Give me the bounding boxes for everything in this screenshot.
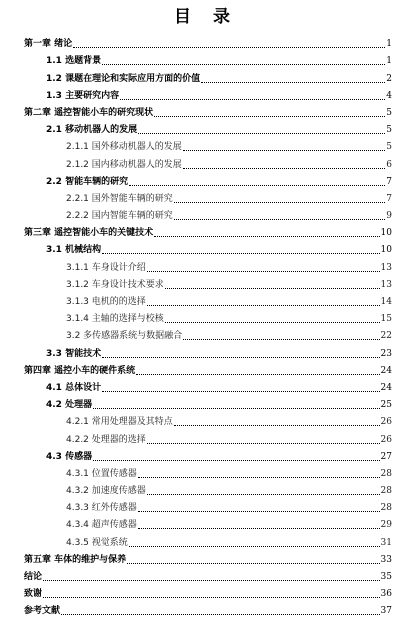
toc-entry[interactable]: [0, 102, 412, 119]
toc-entry[interactable]: [0, 342, 412, 359]
toc-entry-label: 3.1.4 主轴的选择与校核: [66, 314, 164, 325]
toc-entry-page-number: 13: [380, 262, 392, 273]
dot-leader: [61, 614, 380, 615]
toc-entry[interactable]: [0, 239, 412, 256]
toc-entry[interactable]: [0, 514, 412, 531]
toc-entry-label: 致谢: [24, 589, 43, 600]
toc-entry-label: 4.3 传感器: [46, 451, 93, 462]
toc-entry[interactable]: [0, 171, 412, 188]
toc-entry[interactable]: [0, 291, 412, 308]
toc-entry-page-number: 35: [380, 572, 392, 582]
toc-entry-label: 3.1.3 电机的的选择: [66, 297, 146, 307]
toc-entry-label: 4.3.2 加速度传感器: [66, 486, 146, 497]
toc-entry[interactable]: [0, 497, 412, 514]
dot-leader: [138, 477, 380, 478]
toc-entry[interactable]: [0, 600, 412, 617]
dot-leader: [102, 357, 379, 358]
toc-entry-label: 1.1 选题背景: [46, 56, 102, 67]
dot-leader: [154, 236, 379, 237]
dot-leader: [102, 391, 379, 392]
dot-leader: [138, 528, 380, 529]
toc-entry[interactable]: [0, 411, 412, 428]
toc-entry[interactable]: [0, 428, 412, 445]
dot-leader: [174, 202, 386, 203]
toc-entry-label: 3.1.2 车身设计技术要求: [66, 279, 164, 290]
toc-entry-page-number: 5: [386, 142, 392, 153]
toc-entry[interactable]: [0, 119, 412, 136]
toc-entry-page-number: 10: [380, 245, 392, 256]
toc-entry-label: 2.1.2 国内移动机器人的发展: [66, 159, 182, 170]
toc-entry-page-number: 24: [380, 382, 392, 393]
toc-entry[interactable]: [0, 274, 412, 291]
toc-entry[interactable]: [0, 50, 412, 67]
toc-entry-label: 3.1 机械结构: [46, 245, 102, 256]
toc-entry-label: 4.2.2 处理器的选择: [66, 434, 146, 445]
dot-leader: [147, 271, 380, 272]
toc-entry[interactable]: [0, 188, 412, 205]
dot-leader: [93, 408, 379, 409]
dot-leader: [174, 425, 380, 426]
dot-leader: [147, 494, 380, 495]
toc-entry-label: 第三章 遥控智能小车的关键技术: [24, 228, 154, 239]
toc-entry-label: 第二章 遥控智能小车的研究现状: [24, 107, 154, 118]
toc-entry-label: 2.1 移动机器人的发展: [46, 125, 138, 136]
toc-entry-page-number: 6: [386, 159, 392, 170]
toc-entry[interactable]: [0, 446, 412, 463]
toc-entry[interactable]: [0, 394, 412, 411]
toc-entry[interactable]: [0, 136, 412, 153]
dot-leader: [73, 47, 385, 48]
toc-entry-label: 2.2 智能车辆的研究: [46, 176, 129, 187]
toc-list: [0, 33, 412, 617]
toc-entry-page-number: 7: [386, 193, 392, 204]
toc-entry[interactable]: [0, 531, 412, 548]
toc-entry[interactable]: [0, 67, 412, 84]
toc-entry-page-number: 23: [380, 348, 392, 359]
toc-entry[interactable]: [0, 205, 412, 222]
dot-leader: [201, 82, 385, 83]
toc-entry-label: 4.3.3 红外传感器: [66, 503, 137, 514]
toc-entry-page-number: 27: [380, 451, 392, 462]
toc-entry-label: 2.2.1 国外智能车辆的研究: [66, 193, 173, 204]
toc-title: 目 录: [174, 7, 238, 27]
toc-entry[interactable]: [0, 325, 412, 342]
toc-entry-page-number: 28: [380, 503, 392, 514]
toc-entry-label: 4.3.5 视觉系统: [66, 537, 128, 548]
toc-entry-page-number: 5: [386, 125, 392, 136]
toc-entry-page-number: 28: [380, 468, 392, 479]
toc-entry[interactable]: [0, 377, 412, 394]
toc-entry-page-number: 14: [380, 297, 392, 307]
toc-entry-label: 第五章 车体的维护与保养: [24, 554, 127, 565]
toc-entry-page-number: 28: [380, 486, 392, 497]
dot-leader: [127, 563, 379, 564]
toc-entry-page-number: 36: [380, 589, 392, 600]
dot-leader: [174, 219, 386, 220]
toc-entry-page-number: 26: [380, 434, 392, 445]
dot-leader: [120, 99, 385, 100]
toc-entry[interactable]: [0, 480, 412, 497]
dot-leader: [165, 322, 380, 323]
dot-leader: [93, 460, 379, 461]
toc-entry[interactable]: [0, 566, 412, 583]
dot-leader: [129, 185, 385, 186]
toc-entry-page-number: 1: [386, 56, 392, 67]
toc-entry-label: 4.2.1 常用处理器及其特点: [66, 417, 173, 428]
toc-entry-page-number: 9: [386, 211, 392, 222]
toc-entry-label: 3.2 多传感器系统与数据融合: [66, 331, 183, 342]
toc-entry-page-number: 24: [380, 365, 392, 376]
dot-leader: [43, 580, 380, 581]
dot-leader: [183, 339, 379, 340]
toc-entry-label: 1.2 课题在理论和实际应用方面的价值: [46, 73, 201, 84]
toc-entry-label: 4.1 总体设计: [46, 382, 102, 393]
toc-entry-label: 2.2.2 国内智能车辆的研究: [66, 211, 173, 222]
toc-entry-label: 4.2 处理器: [46, 400, 93, 411]
toc-entry-page-number: 26: [380, 417, 392, 428]
toc-entry[interactable]: [0, 33, 412, 50]
toc-entry-label: 结论: [24, 572, 43, 582]
toc-entry-page-number: 15: [380, 314, 392, 325]
dot-leader: [138, 511, 380, 512]
toc-entry[interactable]: [0, 222, 412, 239]
dot-leader: [147, 443, 380, 444]
toc-entry-page-number: 2: [386, 73, 392, 84]
toc-entry-label: 2.1.1 国外移动机器人的发展: [66, 142, 182, 153]
toc-entry-label: 3.1.1 车身设计介绍: [66, 262, 146, 273]
toc-entry-label: 4.3.1 位置传感器: [66, 468, 137, 479]
toc-entry-page-number: 22: [380, 331, 392, 342]
dot-leader: [183, 150, 386, 151]
toc-entry-page-number: 7: [386, 176, 392, 187]
toc-entry-page-number: 10: [380, 228, 392, 239]
dot-leader: [43, 597, 380, 598]
dot-leader: [102, 253, 379, 254]
toc-entry[interactable]: [0, 360, 412, 377]
dot-leader: [102, 64, 385, 65]
toc-entry[interactable]: [0, 153, 412, 170]
toc-entry[interactable]: [0, 549, 412, 566]
toc-entry-page-number: 29: [380, 520, 392, 531]
dot-leader: [147, 305, 380, 306]
toc-entry[interactable]: [0, 463, 412, 480]
toc-entry[interactable]: [0, 583, 412, 600]
dot-leader: [183, 168, 386, 169]
toc-entry[interactable]: [0, 85, 412, 102]
toc-entry[interactable]: [0, 308, 412, 325]
dot-leader: [136, 374, 379, 375]
dot-leader: [165, 288, 380, 289]
toc-entry-page-number: 5: [386, 107, 392, 118]
toc-entry-page-number: 33: [380, 554, 392, 565]
toc-entry-page-number: 4: [386, 90, 392, 101]
toc-entry-label: 参考文献: [24, 606, 61, 617]
toc-entry-label: 1.3 主要研究内容: [46, 90, 120, 101]
dot-leader: [129, 546, 380, 547]
toc-entry-label: 第一章 绪论: [24, 39, 73, 50]
toc-entry-page-number: 31: [380, 537, 392, 548]
toc-entry[interactable]: [0, 256, 412, 273]
dot-leader: [138, 133, 385, 134]
toc-entry-page-number: 13: [380, 279, 392, 290]
toc-entry-label: 第四章 遥控小车的硬件系统: [24, 365, 136, 376]
toc-entry-label: 4.3.4 超声传感器: [66, 520, 137, 531]
dot-leader: [154, 116, 385, 117]
toc-entry-page-number: 25: [380, 400, 392, 411]
toc-entry-page-number: 1: [386, 39, 392, 50]
toc-entry-label: 3.3 智能技术: [46, 348, 102, 359]
toc-entry-page-number: 37: [380, 606, 392, 617]
